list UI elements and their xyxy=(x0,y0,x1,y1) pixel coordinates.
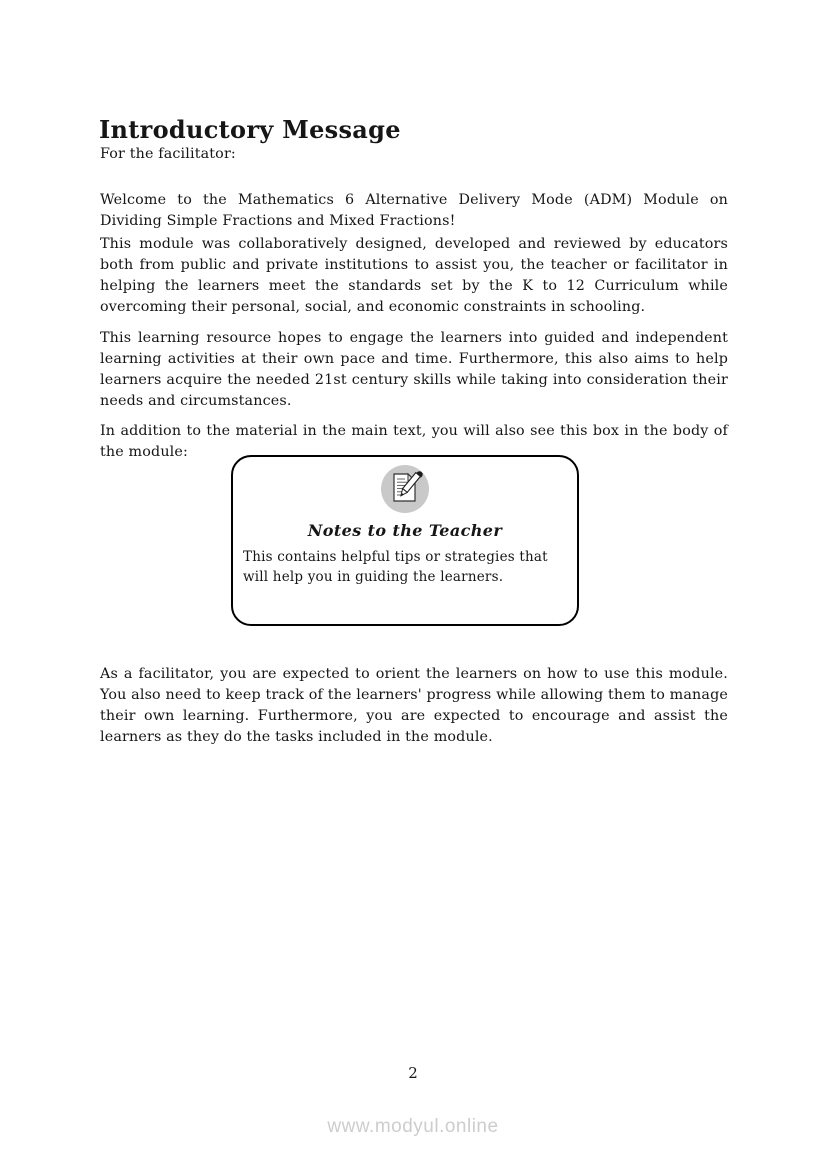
salutation-line: For the facilitator: xyxy=(100,146,236,162)
paragraph-facilitator-role: As a facilitator, you are expected to orient the learners on how to use this module. You also need to keep track of the learners' progress while allowing them to manage their own learning. Furthermore, you are expected to encourage and assist the learners as they do the tasks included in the module. xyxy=(100,666,728,745)
note-box-heading: Notes to the Teacher xyxy=(307,521,503,540)
page-title: Introductory Message xyxy=(99,115,401,145)
page-number: 2 xyxy=(408,1064,418,1082)
notes-to-teacher-box xyxy=(231,455,579,626)
note-pencil-icon xyxy=(233,464,577,518)
note-box-body: This contains helpful tips or strategies that will help you in guiding the learners. xyxy=(243,549,548,585)
watermark-text: www.modyul.online xyxy=(327,1116,499,1137)
paragraph-in-addition: In addition to the material in the main text, you will also see this box in the body of the module: xyxy=(100,423,728,461)
paragraph-welcome: Welcome to the Mathematics 6 Alternative Delivery Mode (ADM) Module on Dividing Simple Fractions and Mixed Fractions! xyxy=(100,192,728,230)
paragraph-learning-resource: This learning resource hopes to engage the learners into guided and independent learning activities at their own pace and time. Furthermore, this also aims to help learners acquire the needed 21st century skills while taking into consideration their needs and circumstances. xyxy=(100,330,728,409)
paragraph-collaboration: This module was collaboratively designed, developed and reviewed by educators both from public and private institutions to assist you, the teacher or facilitator in helping the learners meet the standards set by the K to 12 Curriculum while overcoming their personal, social, and economic constraints in schooling. xyxy=(100,236,728,315)
